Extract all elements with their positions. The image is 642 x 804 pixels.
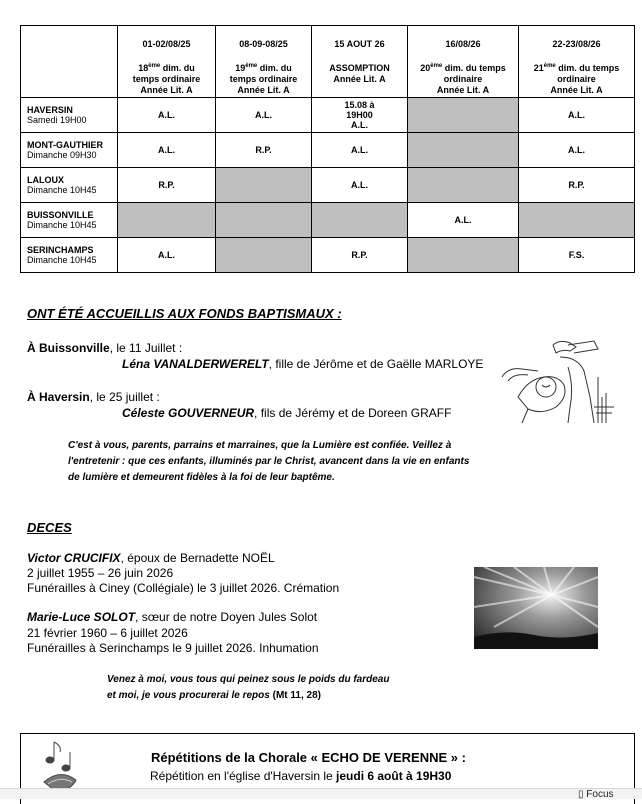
header-line1: dim. du temps [558,63,620,73]
schedule-cell [216,203,312,238]
schedule-row [21,238,635,273]
baptism-parents: , fille de Jérôme et de Gaëlle MARLOYE [268,357,484,371]
schedule-cell [408,133,519,168]
schedule-cell [216,98,312,133]
header-date: 22-23/08/26 [552,39,601,49]
death-entry-2-dates: 21 février 1960 – 6 juillet 2026 [27,626,188,640]
celebrant-code: A.L. [568,145,585,155]
death-entry-1-dates: 2 juillet 1955 – 26 juin 2026 [27,566,174,580]
baptism-note [68,438,528,486]
schedule-cell [312,168,408,203]
baptism-entry-1-header [27,341,182,355]
baptism-parents: , fils de Jérémy et de Doreen GRAFF [254,406,452,420]
note-line: l'entretenir : que ces enfants, illuminés par le Christ, avancent dans la vie en enfants [68,456,470,467]
schedule-row [21,98,635,133]
schedule-cell [519,168,635,203]
baptism-date: , le 25 juillet : [89,390,160,404]
mass-time: Dimanche 10H45 [27,255,97,265]
deaths-heading: DECES [27,520,72,535]
header-line3: Année Lit. A [550,85,603,95]
place-name: HAVERSIN [27,105,73,115]
deceased-relation: , sœur de notre Doyen Jules Solot [135,610,318,624]
header-line2: ordinaire [557,74,596,84]
scripture-quote [107,672,447,704]
celebrant-code: F.S. [568,250,585,260]
quote-reference: (Mt 11, 28) [269,690,321,701]
celebrant-code: 15.08 à 19H00 A.L. [344,100,375,130]
header-col-3 [312,26,408,98]
mass-time: Dimanche 10H45 [27,185,97,195]
schedule-cell [519,98,635,133]
chorale-title: Répétitions de la Chorale « ECHO DE VERENNE » : [151,750,466,765]
baptism-place: À Haversin [27,390,90,404]
schedule-cell [216,133,312,168]
schedule-place-cell [21,238,118,273]
mass-time: Dimanche 09H30 [27,150,97,160]
baptism-child-name: Céleste GOUVERNEUR [122,406,255,420]
schedule-place-cell [21,203,118,238]
schedule-cell [312,203,408,238]
celebrant-code: R.P. [568,180,585,190]
schedule-cell [519,133,635,168]
baptism-place: À Buissonville [27,341,110,355]
header-line3: Année Lit. A [436,85,490,95]
mass-time: Dimanche 10H45 [27,220,97,230]
schedule-cell [519,238,635,273]
quote-text: et moi, je vous procurerai le repos [107,690,270,701]
schedule-place-cell [21,98,118,133]
focus-mode-button[interactable] [578,789,614,800]
mass-time: Samedi 19H00 [27,115,87,125]
note-line: C'est à vous, parents, parrains et marraines, que la Lumière est confiée. Veillez à [68,440,452,451]
header-sup: ème [148,63,161,69]
baptism-entry-2-detail [122,406,451,420]
header-sup: ème [543,63,556,69]
schedule-cell [312,238,408,273]
status-bar [0,788,642,799]
schedule-header-row [21,26,635,98]
schedule-cell [312,133,408,168]
celebrant-code: R.P. [255,145,272,155]
header-num: 20 [420,63,431,73]
death-entry-2-funeral: Funérailles à Serinchamps le 9 juillet 2026. Inhumation [27,641,319,655]
chorale-datetime: jeudi 6 août à 19H30 [336,769,452,783]
place-name: LALOUX [27,175,64,185]
header-date: 01-02/08/25 [142,39,191,49]
baptism-child-name: Léna VANALDERWERELT [122,357,269,371]
death-entry-2-name [27,610,317,624]
deceased-name: Marie-Luce SOLOT [27,610,136,624]
header-date: 15 AOUT 26 [334,39,385,49]
header-num: 18 [138,63,149,73]
header-sup: ème [245,63,258,69]
schedule-row [21,203,635,238]
quote-line [107,688,447,704]
celebrant-code: R.P. [158,180,175,190]
header-col-1 [118,26,216,98]
place-name: BUISSONVILLE [27,210,94,220]
celebrant-code: A.L. [454,215,472,225]
celebrant-code: A.L. [351,145,368,155]
header-line1: dim. du [259,63,292,73]
schedule-place-cell [21,133,118,168]
header-col-2 [216,26,312,98]
header-num: 21 [533,63,544,73]
header-num: 19 [235,63,246,73]
header-col-5 [519,26,635,98]
baptism-entry-2-header [27,390,160,404]
schedule-cell [519,203,635,238]
celebrant-code: A.L. [158,145,175,155]
header-line3: Année Lit. A [140,85,193,95]
mass-schedule-table [20,25,635,273]
header-date: 16/08/26 [445,39,481,49]
schedule-row [21,168,635,203]
chorale-subtitle [150,769,451,783]
chorale-sub-prefix: Répétition en l'église d'Haversin le [150,769,337,783]
schedule-cell [408,98,519,133]
schedule-cell [118,238,216,273]
place-name: SERINCHAMPS [27,245,94,255]
schedule-cell [408,238,519,273]
quote-line: Venez à moi, vous tous qui peinez sous le poids du fardeau [107,674,390,685]
deceased-relation: , époux de Bernadette NOËL [120,551,275,565]
header-line3: Année Lit. A [333,74,386,84]
header-col-4 [408,26,519,98]
place-name: MONT-GAUTHIER [27,140,103,150]
header-sup: ème [430,63,443,69]
death-entry-1-name [27,551,275,565]
schedule-place-cell [21,168,118,203]
baptisms-heading: ONT ÉTÉ ACCUEILLIS AUX FONDS BAPTISMAUX : [27,306,342,321]
schedule-cell [118,168,216,203]
music-notes-icon [40,738,80,794]
baptism-entry-1-detail [122,357,483,371]
header-line2: temps ordinaire [132,74,201,84]
schedule-cell [118,133,216,168]
baptism-date: , le 11 Juillet : [109,341,183,355]
header-date: 08-09-08/25 [239,39,288,49]
schedule-cell [118,98,216,133]
schedule-cell [408,168,519,203]
celebrant-code: R.P. [351,250,368,260]
baptism-illustration [498,337,616,423]
header-line3: Année Lit. A [237,85,290,95]
header-line1: dim. du [162,63,195,73]
focus-label: Focus [586,789,614,800]
header-line1: dim. du temps [444,63,506,73]
schedule-cell [408,203,519,238]
schedule-cell [118,203,216,238]
sky-rays-photo [474,567,598,649]
deceased-name: Victor CRUCIFIX [27,551,121,565]
celebrant-code: A.L. [158,110,175,120]
header-empty-cell [21,26,118,98]
schedule-row [21,133,635,168]
schedule-cell [216,238,312,273]
schedule-cell [216,168,312,203]
celebrant-code: A.L. [568,110,585,120]
header-line2: ordinaire [443,74,483,84]
focus-icon: ▯ [578,789,584,800]
celebrant-code: A.L. [351,180,368,190]
schedule-cell [312,98,408,133]
death-entry-1-funeral: Funérailles à Ciney (Collégiale) le 3 juillet 2026. Crémation [27,581,340,595]
celebrant-code: A.L. [158,250,175,260]
celebrant-code: A.L. [255,110,272,120]
note-line: de lumière et demeurent fidèles à la foi de leur baptême. [68,472,335,483]
header-line2: ASSOMPTION [329,63,390,73]
header-line2: temps ordinaire [229,74,298,84]
